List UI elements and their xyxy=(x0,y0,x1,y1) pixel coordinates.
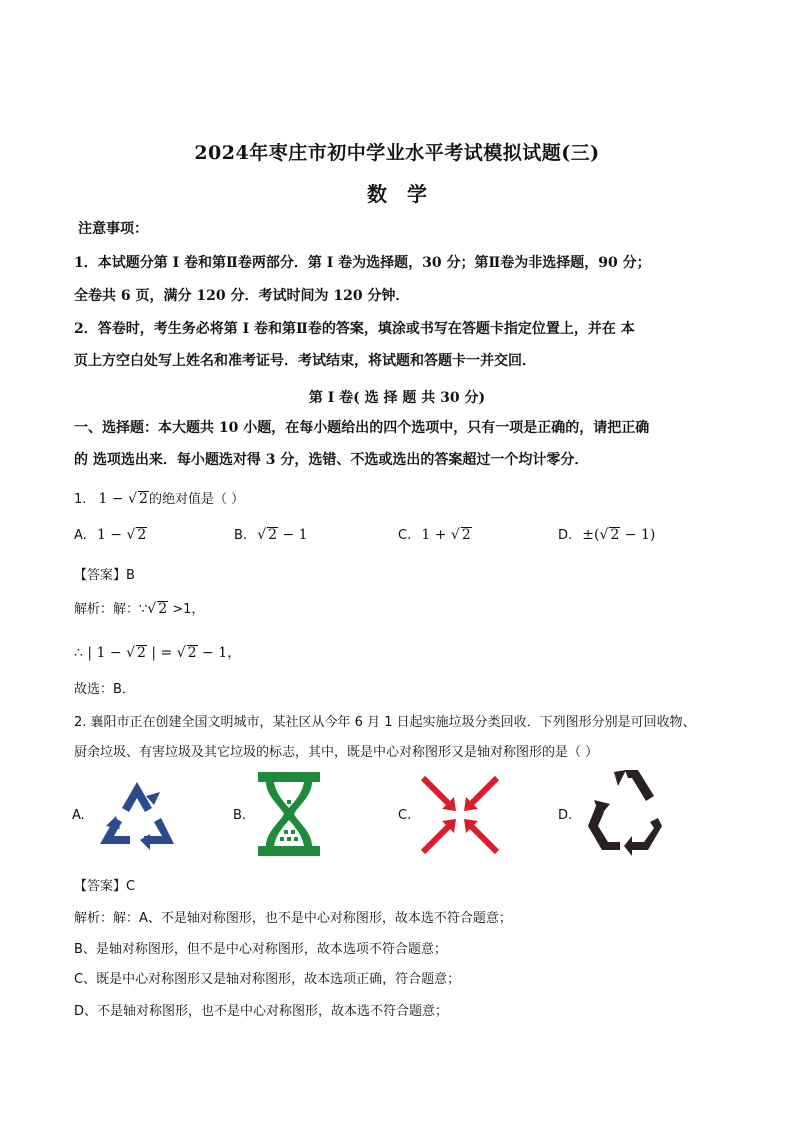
q2-solution-c: C、既是中心对称图形又是轴对称图形，故本选项正确，符合题意； xyxy=(74,972,461,987)
q2-option-a-letter: A. xyxy=(72,808,85,823)
q2-option-d-letter: D. xyxy=(558,808,573,823)
converging-arrows-icon xyxy=(420,775,500,855)
q1-number: 1. xyxy=(74,492,87,507)
q1-option-b: B. √ 2 − 1 xyxy=(234,527,308,543)
q2-option-c-letter: C. xyxy=(398,808,412,823)
q2-solution-d: D、不是轴对称图形，也不是中心对称图形，故本选不符合题意； xyxy=(74,1004,449,1019)
hourglass-icon xyxy=(254,770,324,858)
recycle-triangle-icon xyxy=(94,778,180,854)
notice-item2-line2: 页上方空白处写上姓名和准考证号．考试结束，将试题和答题卡一并交回． xyxy=(74,353,536,369)
q1-solution-line2: ∴ | 1 − √ 2 | = √ 2 − 1， xyxy=(74,645,242,661)
q1-stem: 1. 1 − √ 2的绝对值是（ ） xyxy=(74,491,245,507)
q2-stem-line2: 厨余垃圾、有害垃圾及其它垃圾的标志，其中，既是中心对称图形又是轴对称图形的是（ ） xyxy=(74,745,599,760)
q1-radicand: 2 xyxy=(139,491,148,507)
section-intro-line1: 一、选择题：本大题共 10 小题，在每小题给出的四个选项中，只有一项是正确的，请把正确 xyxy=(74,420,650,436)
notice-item1-line1: 1．本试题分第 I 卷和第Ⅱ卷两部分．第 I 卷为选择题，30 分；第Ⅱ卷为非选择题，90 分； xyxy=(74,255,651,271)
q1-option-d: D. ±(√ 2 − 1) xyxy=(558,527,656,543)
q1-answer: 【答案】B xyxy=(74,568,135,583)
q2-answer: 【答案】C xyxy=(74,879,136,894)
q2-option-b-letter: B. xyxy=(233,808,247,823)
q2-stem-line1: 2. 襄阳市正在创建全国文明城市，某社区从今年 6 月 1 日起实施垃圾分类回收．下列图形分别是可回收物、 xyxy=(74,715,696,730)
q1-expr-pre: 1 − xyxy=(98,491,129,507)
notice-item2-line1: 2．答卷时，考生务必将第 I 卷和第Ⅱ卷的答案，填涂或书写在答题卡指定位置上，并在 本 xyxy=(74,321,635,337)
q1-solution-line3: 故选：B． xyxy=(74,682,135,697)
subject-title: 数学 xyxy=(367,182,447,206)
q2-solution-b: B、是轴对称图形，但不是中心对称图形，故本选项不符合题意； xyxy=(74,942,447,957)
q1-stem-suffix: 的绝对值是（ ） xyxy=(148,492,245,507)
q1-option-c: C. 1 + √ 2 xyxy=(398,527,471,543)
black-recycle-icon xyxy=(582,766,668,858)
q1-option-a: A. 1 − √ 2 xyxy=(74,527,147,543)
page-title: 2024年枣庄市初中学业水平考试模拟试题(三) xyxy=(194,142,600,164)
notice-heading: 注意事项： xyxy=(78,221,148,237)
section-heading: 第 I 卷( 选 择 题 共 30 分) xyxy=(308,390,486,406)
notice-item1-line2: 全卷共 6 页，满分 120 分．考试时间为 120 分钟． xyxy=(74,288,410,304)
section-intro-line2: 的 选项选出来．每小题选对得 3 分，选错、不选或选出的答案超过一个均计零分． xyxy=(74,452,589,468)
q1-solution-line1: 解析：解：∵√ 2 >1， xyxy=(74,601,205,617)
q2-solution-a: 解析：解：A、不是轴对称图形，也不是中心对称图形，故本选不符合题意； xyxy=(74,911,512,926)
